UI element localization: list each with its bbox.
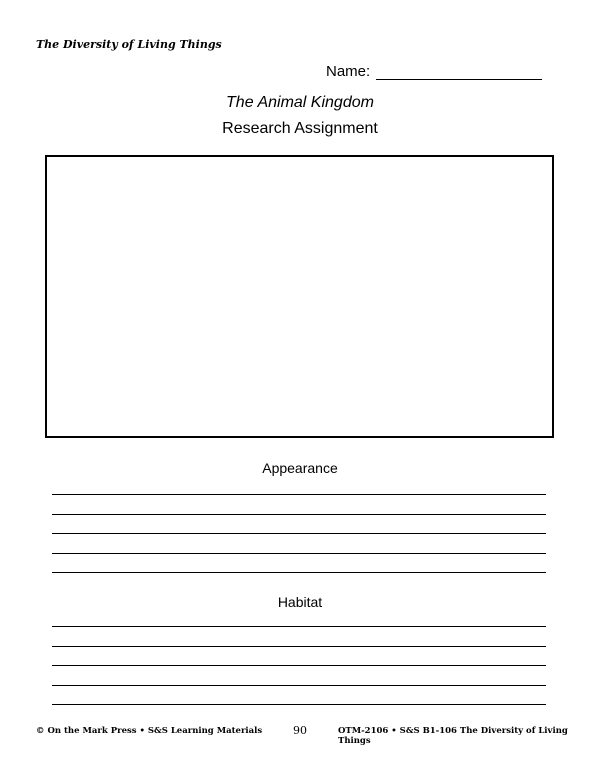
habitat-writing-line[interactable] — [52, 646, 546, 647]
appearance-writing-line[interactable] — [52, 572, 546, 573]
name-label: Name: — [326, 63, 371, 80]
drawing-box[interactable] — [45, 155, 554, 438]
name-blank-line[interactable] — [376, 65, 542, 80]
appearance-heading: Appearance — [262, 460, 338, 476]
appearance-writing-line[interactable] — [52, 553, 546, 554]
habitat-writing-line[interactable] — [52, 665, 546, 666]
worksheet-title: The Animal Kingdom — [226, 94, 374, 111]
page-number: 90 — [293, 724, 307, 737]
habitat-writing-line[interactable] — [52, 626, 546, 627]
name-field — [326, 63, 542, 80]
appearance-writing-line[interactable] — [52, 494, 546, 495]
habitat-writing-line[interactable] — [52, 704, 546, 705]
habitat-heading: Habitat — [277, 594, 323, 610]
footer-publisher: © On the Mark Press • S&S Learning Materials — [36, 726, 263, 736]
footer-catalog: OTM-2106 • S&S B1-106 The Diversity of Living Things — [338, 726, 568, 746]
appearance-writing-line[interactable] — [52, 533, 546, 534]
book-title-header: The Diversity of Living Things — [36, 38, 222, 51]
appearance-writing-line[interactable] — [52, 514, 546, 515]
habitat-writing-line[interactable] — [52, 685, 546, 686]
worksheet-subtitle: Research Assignment — [222, 120, 378, 137]
